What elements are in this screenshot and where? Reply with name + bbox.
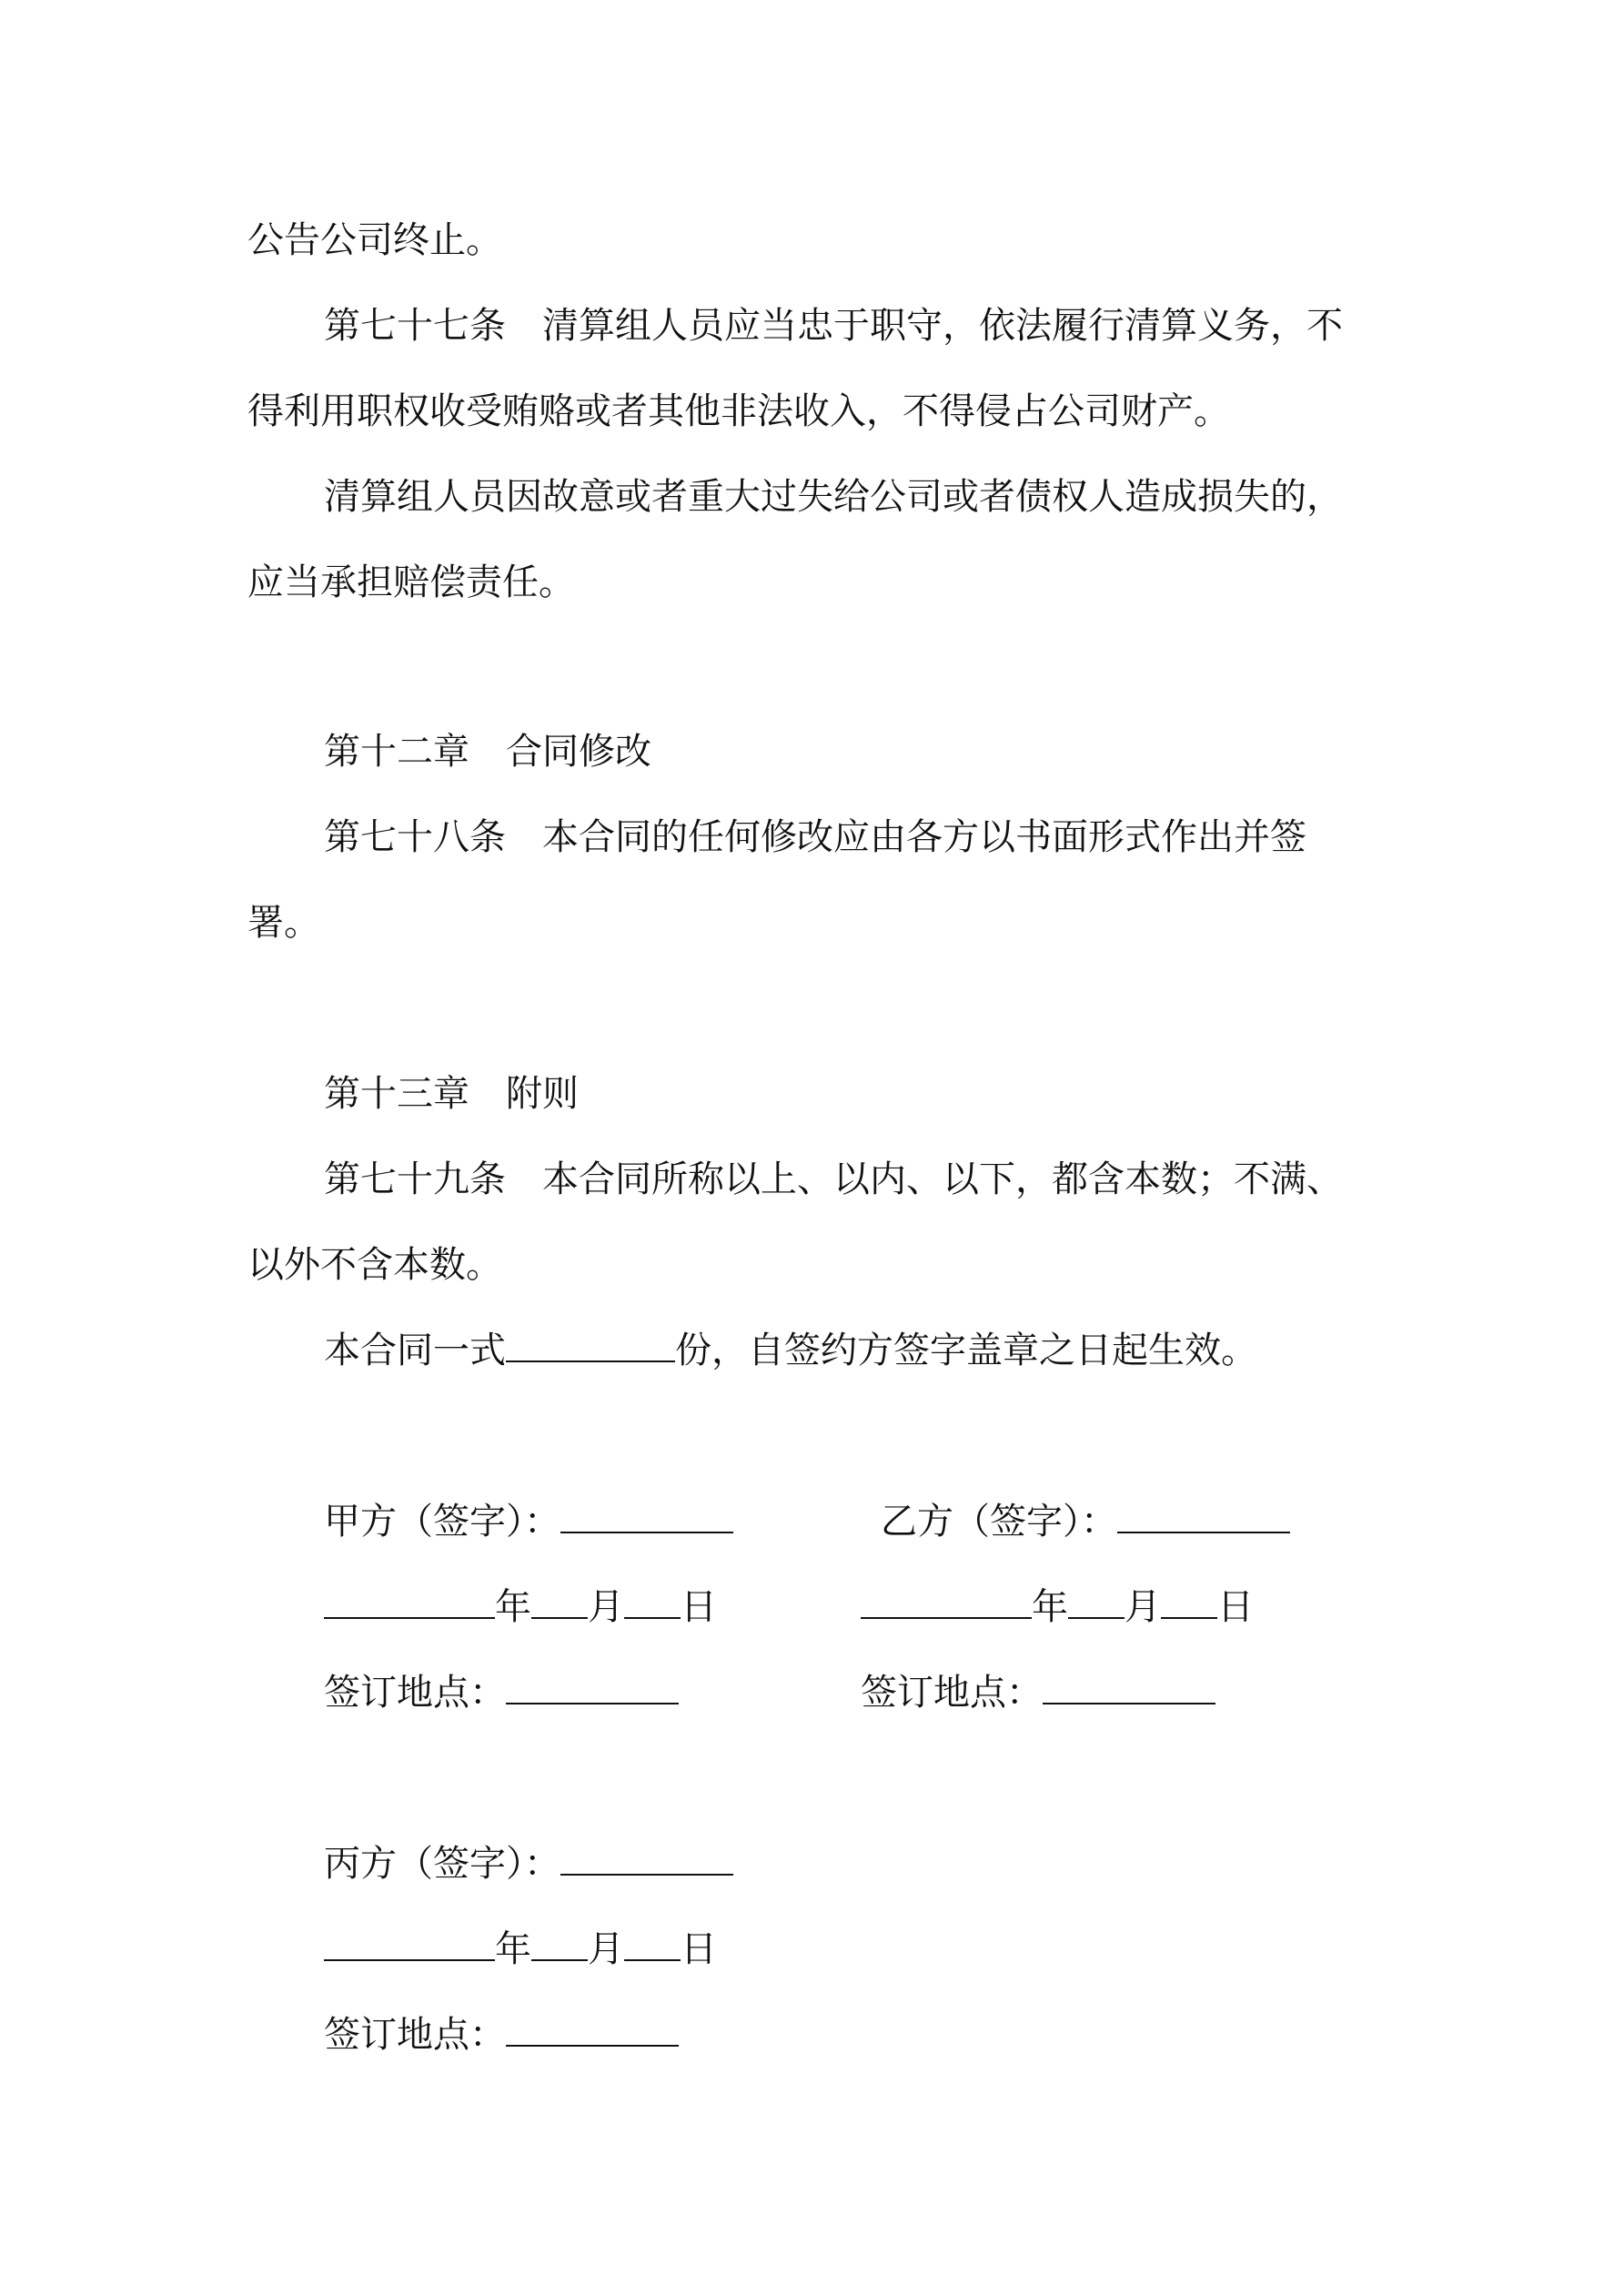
party-c-label: 丙方（签字）： — [324, 1843, 560, 1885]
party-b-place-label: 签订地点： — [861, 1672, 1043, 1714]
party-a-signature-blank[interactable] — [560, 1499, 733, 1533]
article-78-line-2: 署。 — [247, 902, 320, 944]
party-a-place-label: 签订地点： — [324, 1672, 506, 1714]
chapter-13-heading: 第十三章 附则 — [324, 1073, 579, 1115]
paragraph-line: 公告公司终止。 — [247, 219, 502, 261]
party-b-signature-line — [881, 1498, 1290, 1545]
party-a-year-blank[interactable] — [324, 1584, 495, 1619]
article-77-para-2-line-2: 应当承担赔偿责任。 — [247, 561, 575, 603]
party-c-place-label: 签订地点： — [324, 2014, 506, 2056]
party-a-place-blank[interactable] — [506, 1670, 679, 1704]
party-a-label: 甲方（签字）： — [324, 1501, 560, 1542]
party-b-signature-blank[interactable] — [1117, 1499, 1290, 1533]
copies-clause — [324, 1327, 1257, 1374]
copies-blank[interactable] — [506, 1328, 675, 1362]
month-label: 月 — [1125, 1586, 1161, 1628]
party-c-signature-line — [324, 1840, 733, 1887]
day-label: 日 — [681, 1928, 717, 1970]
article-79-line-2: 以外不含本数。 — [247, 1244, 502, 1286]
party-a-month-blank[interactable] — [531, 1584, 588, 1619]
party-c-date-line — [324, 1926, 717, 1973]
article-77-line-2: 得利用职权收受贿赂或者其他非法收入，不得侵占公司财产。 — [247, 390, 1230, 432]
party-a-day-blank[interactable] — [624, 1584, 681, 1619]
party-b-place-blank[interactable] — [1043, 1670, 1215, 1704]
party-b-day-blank[interactable] — [1161, 1584, 1217, 1619]
year-label: 年 — [495, 1928, 531, 1970]
party-a-signature-line — [324, 1498, 733, 1545]
party-c-signature-blank[interactable] — [560, 1841, 733, 1876]
article-77-para-2-line-1: 清算组人员因故意或者重大过失给公司或者债权人造成损失的， — [324, 476, 1343, 518]
party-a-place-line — [324, 1669, 679, 1716]
party-b-label: 乙方（签字）： — [881, 1501, 1117, 1542]
copies-prefix: 本合同一式 — [324, 1330, 506, 1371]
article-78-line-1: 第七十八条 本合同的任何修改应由各方以书面形式作出并签 — [324, 816, 1306, 858]
year-label: 年 — [1032, 1586, 1068, 1628]
copies-suffix: 份，自签约方签字盖章之日起生效。 — [675, 1330, 1257, 1371]
chapter-12-heading: 第十二章 合同修改 — [324, 731, 651, 773]
day-label: 日 — [1217, 1586, 1254, 1628]
article-77-line-1: 第七十七条 清算组人员应当忠于职守，依法履行清算义务，不 — [324, 305, 1343, 347]
party-c-day-blank[interactable] — [624, 1927, 681, 1961]
party-b-month-blank[interactable] — [1068, 1584, 1125, 1619]
article-79-line-1: 第七十九条 本合同所称以上、以内、以下，都含本数；不满、 — [324, 1158, 1343, 1200]
month-label: 月 — [588, 1928, 624, 1970]
day-label: 日 — [681, 1586, 717, 1628]
party-b-date-line — [861, 1583, 1254, 1631]
party-c-year-blank[interactable] — [324, 1927, 495, 1961]
year-label: 年 — [495, 1586, 531, 1628]
party-c-place-line — [324, 2011, 679, 2058]
party-b-year-blank[interactable] — [861, 1584, 1032, 1619]
month-label: 月 — [588, 1586, 624, 1628]
party-c-place-blank[interactable] — [506, 2012, 679, 2047]
party-c-month-blank[interactable] — [531, 1927, 588, 1961]
party-b-place-line — [861, 1669, 1215, 1716]
party-a-date-line — [324, 1583, 717, 1631]
